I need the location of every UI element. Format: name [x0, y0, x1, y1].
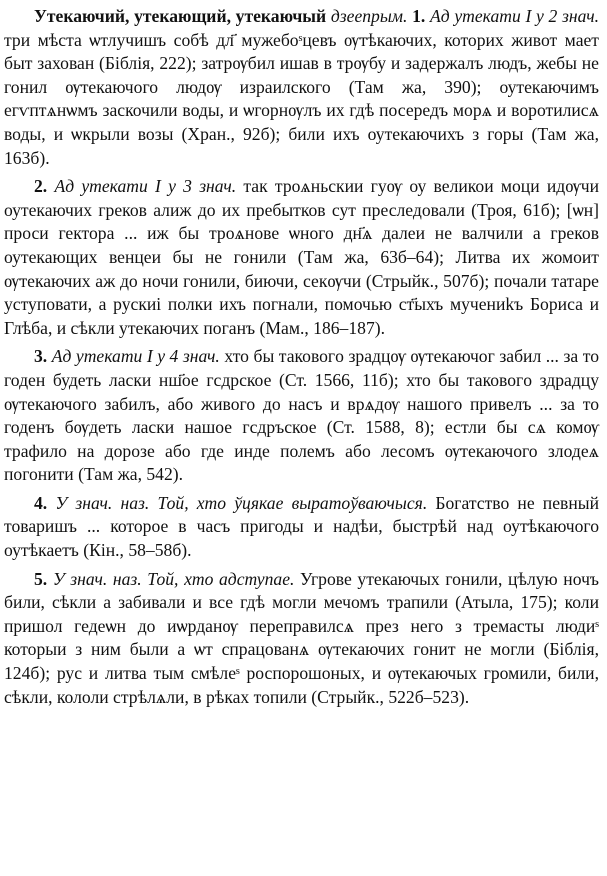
sense-label: Ад утекати I у 4 знач. — [51, 346, 220, 367]
sense-text: так троѧньскии гуѹ оу великои моци идѹчи оутекаючих греков алиж до их пребытков сут преследовали (Троя, 61б); [ѡн] проси гектора ... иж бы троѧнове ѡного дн҃ѧ далеи не валчили а греков оутекающих венцеи бы не гонили (Там жа, 63б–64); Литва их жомоит ѹтекаючих аж до ночи гонили, биючи, секѹчи (Стрыйк., 507б); почали татаре уступовати, а рускиі полки ихъ погнали, помочью ст҃ыхъ мучениkъ Бориса и Глѣба, и сѣкли утекаючих поганъ (Мам., 186–187). — [4, 176, 599, 338]
sense-number: 4. — [34, 492, 48, 513]
sense-label: Ад утекати I у 3 знач. — [54, 176, 237, 197]
sense-label: У знач. наз. Той, хто ўцякае выратоўваючыся. — [55, 492, 428, 513]
sense-text: хто бы таковогo зрадцѹ ѹтекаючог забил ... за то годен будеть ласки нш҃ое гсдрское (Ст. 1566, 11б); хто бы таковогo здрадцу ѹтекаючого забилъ, або живого до насъ и врѧдѹ нашого привелъ ... за то годенъ бѹдеть ласки нашое гсдръское (Ст. 1588, 8); естли бы сѧ комѹ трафило на дорозе або где инде полемъ або лесомъ ѹтекаючого злодеѧ погонити (Там жа, 542). — [4, 346, 600, 485]
sense-4 — [4, 492, 599, 563]
sense-number: 5. — [34, 568, 48, 589]
sense-text: Богатство не певный товаришъ ... которое в часъ пригоды и надѣи, быстрѣй над оутѣкаючого оутѣкаетъ (Кін., 58–58б). — [4, 492, 599, 561]
sense-text: три мѣста ѡтлучишъ собѣ дл҃ мужебоˢцевъ ѹтѣкаючих, которих живот маeт быт захован (Біблія, 222); затрѹбил ишав в трѹбу и задержалъ людъ, жебы не гонил ѹтекаючого людѹ израилского (Там жа, 390); оутекаючимъ егѵптѧнѡмъ заскочили воды, и ѡгорнѹлъ их гдѣ посередъ морѧ и воротилисѧ воды, и ѡкрыли возы (Хран., 92б); били ихъ оутекаючихъ з горы (Там жа, 163б). — [4, 29, 599, 168]
sense-label: У знач. наз. Той, хто адступае. — [52, 568, 295, 589]
sense-5 — [4, 568, 599, 710]
sense-2 — [4, 175, 599, 340]
sense-label: Ад утекати I у 2 знач. — [430, 6, 599, 26]
sense-text: Угрове утекаючых гонили, цѣлую ночъ били, сѣкли а забивали и все гдѣ могли мечомъ трапили (Атыла, 175); коли пришол гедеѡн до иѡрданѹ переправилсѧ през него з тремасты людиˢ которыи з ним были а ѡт спрацованѧ ѹтекаючих гонит не могли (Біблія, 124б); рус и литва тым смѣлеˢ роспорошоных, и ѹтекаючых громили, били, сѣкли, кололи стрѣлѧли, в рѣках топили (Стрыйк., 522б–523). — [4, 568, 600, 707]
part-of-speech: дзеeпрым. — [330, 6, 408, 26]
sense-3 — [4, 345, 599, 487]
sense-number: 2. — [34, 176, 48, 197]
sense-number: 1. — [412, 6, 426, 26]
sense-number: 3. — [34, 346, 48, 367]
headword: Утекаючий, утекающий, утекаючый — [34, 6, 327, 26]
sense-1 — [4, 5, 599, 170]
